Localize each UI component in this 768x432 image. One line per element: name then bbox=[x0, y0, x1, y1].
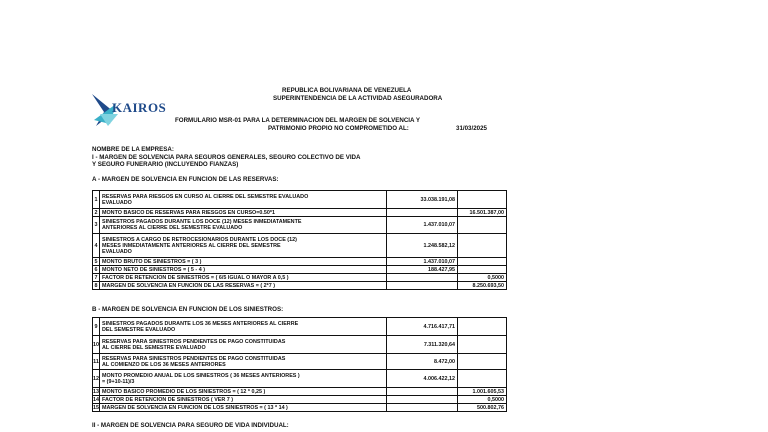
row-total bbox=[458, 370, 507, 388]
row-total bbox=[458, 234, 507, 258]
row-number: 2 bbox=[94, 209, 98, 216]
row-description-line: MARGEN DE SOLVENCIA EN FUNCION DE LAS RESERVAS = ( 2*7 ) bbox=[102, 282, 276, 289]
row-description-line: MONTO NETO DE SINIESTROS = ( 5 - 4 ) bbox=[102, 266, 205, 273]
row-total bbox=[458, 354, 507, 370]
row-number: 12 bbox=[93, 370, 100, 388]
row-total: 8.250.693,50 bbox=[458, 282, 507, 290]
row-description-line: MONTO BASICO DE RESERVAS PARA RIESGOS EN CURSO=0.50*1 bbox=[102, 209, 275, 216]
row-total: 0,5000 bbox=[458, 274, 507, 282]
row-number: 1 bbox=[93, 191, 100, 209]
row-total: 1.001.605,53 bbox=[458, 388, 507, 396]
row-description bbox=[100, 266, 387, 274]
logo-text: KAIROS bbox=[112, 100, 167, 115]
table-row bbox=[93, 404, 507, 412]
row-description bbox=[100, 209, 387, 217]
form-date: 31/03/2025 bbox=[456, 125, 487, 132]
table-row bbox=[93, 396, 507, 404]
row-description-line: AL CIERRE DEL SEMESTRE EVALUADO bbox=[102, 344, 206, 351]
row-description-line: FACTOR DE RETENCION DE SINIESTROS ( VER 7 ) bbox=[102, 396, 234, 403]
table-row bbox=[93, 318, 507, 336]
section-ii-title: II - MARGEN DE SOLVENCIA PARA SEGURO DE VIDA INDIVIDUAL: bbox=[92, 422, 289, 429]
row-description-line: = (9+10-11)/3 bbox=[102, 378, 135, 385]
row-value: 4.006.422,12 bbox=[387, 370, 458, 388]
row-total bbox=[458, 217, 507, 234]
row-number: 11 bbox=[93, 354, 100, 370]
row-description-line: RESERVAS PARA SINIESTROS PENDIENTES DE PAGO CONSTITUIDAS bbox=[102, 355, 286, 362]
table-row bbox=[93, 266, 507, 274]
table-row bbox=[93, 217, 507, 234]
section-b-table bbox=[92, 317, 507, 412]
table-row bbox=[93, 282, 507, 290]
row-number: 15 bbox=[93, 404, 99, 411]
table-row bbox=[93, 388, 507, 396]
row-number: 8 bbox=[94, 282, 98, 289]
row-description bbox=[100, 217, 387, 234]
row-description bbox=[100, 354, 387, 370]
section-i-title-line1: I - MARGEN DE SOLVENCIA PARA SEGUROS GENERALES, SEGURO COLECTIVO DE VIDA bbox=[92, 154, 361, 161]
row-total bbox=[458, 191, 507, 209]
row-description-line: SINIESTROS PAGADOS DURANTE LOS DOCE (12) MESES INMEDIATAMENTE bbox=[102, 219, 302, 225]
form-title-line1: FORMULARIO MSR-01 PARA LA DETERMINACION DEL MARGEN DE SOLVENCIA Y bbox=[175, 117, 420, 124]
row-description-line: SINIESTROS A CARGO DE RETROCESIONARIOS DURANTE LOS DOCE (12) bbox=[102, 236, 297, 243]
section-a-title: A - MARGEN DE SOLVENCIA EN FUNCION DE LAS RESERVAS: bbox=[92, 176, 279, 183]
table-row bbox=[93, 209, 507, 217]
row-description-line: MESES INMEDIATAMENTE ANTERIORES AL CIERRE DEL SEMESTRE bbox=[102, 242, 281, 249]
table-row bbox=[93, 191, 507, 209]
row-description bbox=[100, 191, 387, 209]
table-row bbox=[93, 274, 507, 282]
row-description bbox=[100, 404, 387, 412]
table-row bbox=[93, 234, 507, 258]
row-number: 14 bbox=[93, 396, 99, 403]
row-description-line: FACTOR DE RETENCION DE SINIESTROS = ( 6/5 IGUAL O MAYOR A 0,5 ) bbox=[102, 274, 289, 281]
row-description-line: RESERVAS PARA RIESGOS EN CURSO AL CIERRE DEL SEMESTRE EVALUADO bbox=[102, 193, 309, 200]
table-row bbox=[93, 336, 507, 354]
section-b-title: B - MARGEN DE SOLVENCIA EN FUNCION DE LOS SINIESTROS: bbox=[92, 306, 284, 313]
header-country: REPUBLICA BOLIVARIANA DE VENEZUELA bbox=[282, 87, 412, 94]
section-i-title-line2: Y SEGURO FUNERARIO (INCLUYENDO FIANZAS) bbox=[92, 161, 239, 168]
row-value bbox=[387, 209, 458, 217]
row-number: 4 bbox=[93, 234, 100, 258]
row-description-line: MONTO PROMEDIO ANUAL DE LOS SINIESTROS ( 36 MESES ANTERIORES ) bbox=[102, 372, 300, 379]
row-value bbox=[387, 404, 458, 412]
company-label: NOMBRE DE LA EMPRESA: bbox=[92, 146, 174, 153]
row-value: 1.437.010,07 bbox=[387, 258, 458, 266]
row-value bbox=[387, 388, 458, 396]
row-description bbox=[100, 282, 387, 290]
row-value bbox=[387, 282, 458, 290]
row-description-line: EVALUADO bbox=[102, 248, 132, 255]
row-number: 7 bbox=[94, 274, 98, 281]
row-total bbox=[458, 266, 507, 274]
row-value: 1.437.010,07 bbox=[387, 217, 458, 234]
row-description bbox=[100, 234, 387, 258]
row-value bbox=[387, 396, 458, 404]
row-description-line: MONTO BASICO PROMEDIO DE LOS SINIESTROS = ( 12 * 0,25 ) bbox=[102, 388, 266, 395]
row-number: 9 bbox=[93, 318, 100, 336]
row-description-line: DEL SEMESTRE EVALUADO bbox=[102, 326, 176, 333]
row-total: 500.802,76 bbox=[458, 404, 507, 412]
row-description-line: RESERVAS PARA SINIESTROS PENDIENTES DE PAGO CONSTITUIDAS bbox=[102, 338, 286, 345]
table-row bbox=[93, 354, 507, 370]
row-number: 5 bbox=[94, 258, 98, 265]
section-a-table bbox=[92, 190, 507, 290]
row-number: 13 bbox=[93, 388, 99, 395]
row-description bbox=[100, 370, 387, 388]
row-description bbox=[100, 274, 387, 282]
row-description bbox=[100, 388, 387, 396]
row-number: 3 bbox=[93, 217, 100, 234]
row-value: 188.427,95 bbox=[387, 266, 458, 274]
row-total bbox=[458, 318, 507, 336]
row-total: 0,5000 bbox=[458, 396, 507, 404]
row-description-line: EVALUADO bbox=[102, 199, 132, 206]
header-agency: SUPERINTENDENCIA DE LA ACTIVIDAD ASEGURADORA bbox=[273, 95, 443, 102]
row-description bbox=[100, 258, 387, 266]
row-description bbox=[100, 336, 387, 354]
row-value: 33.038.191,08 bbox=[387, 191, 458, 209]
row-description-line: ANTERIORES AL CIERRE DEL SEMESTRE EVALUADO bbox=[102, 225, 243, 231]
row-total: 16.501.387,00 bbox=[458, 209, 507, 217]
row-description-line: SINIESTROS PAGADOS DURANTE LOS 36 MESES ANTERIORES AL CIERRE bbox=[102, 320, 299, 327]
row-value: 8.472,00 bbox=[387, 354, 458, 370]
row-value: 7.311.320,64 bbox=[387, 336, 458, 354]
row-total bbox=[458, 336, 507, 354]
form-title-line2: PATRIMONIO PROPIO NO COMPROMETIDO AL: bbox=[268, 125, 409, 132]
row-value: 4.716.417,71 bbox=[387, 318, 458, 336]
row-value: 1.248.582,12 bbox=[387, 234, 458, 258]
row-value bbox=[387, 274, 458, 282]
row-description-line: AL COMIENZO DE LOS 36 MESES ANTERIORES bbox=[102, 361, 226, 368]
row-description bbox=[100, 318, 387, 336]
row-total bbox=[458, 258, 507, 266]
row-number: 6 bbox=[94, 266, 98, 273]
row-description-line: MARGEN DE SOLVENCIA EN FUNCION DE LOS SINIESTROS = ( 13 * 14 ) bbox=[102, 404, 288, 411]
table-row bbox=[93, 258, 507, 266]
row-description-line: MONTO BRUTO DE SINIESTROS = ( 3 ) bbox=[102, 258, 202, 265]
row-number: 10 bbox=[93, 336, 100, 354]
row-description bbox=[100, 396, 387, 404]
table-row bbox=[93, 370, 507, 388]
